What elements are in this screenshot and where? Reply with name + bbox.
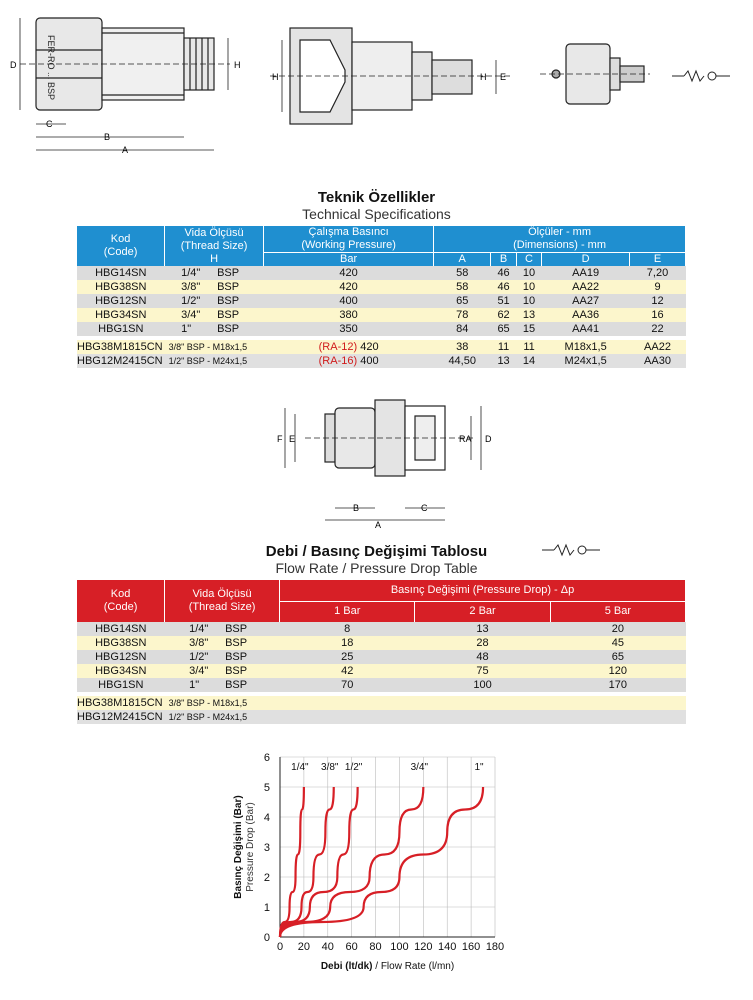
tech-cell-pressure: 400 bbox=[264, 294, 434, 308]
flow-cell-1bar: 42 bbox=[280, 664, 415, 678]
flow-row bbox=[77, 678, 686, 692]
tech-cell-c: 15 bbox=[516, 322, 541, 336]
flow-col-thread: Vida Ölçüsü (Thread Size) bbox=[165, 580, 280, 622]
flow-cell-2bar: 48 bbox=[415, 650, 550, 664]
tech-col-e: E bbox=[630, 253, 686, 267]
dim-c-label: C bbox=[46, 119, 53, 129]
flow-cell-2bar: 75 bbox=[415, 664, 550, 678]
tech-cell-code: HBG38M1815CN bbox=[77, 340, 163, 353]
tech-row bbox=[77, 280, 686, 294]
tech-col-pressure: Çalışma Basıncı (Working Pressure) bbox=[264, 226, 434, 253]
mid-b-label: B bbox=[353, 503, 360, 513]
tech-cell-code: HBG38SN bbox=[77, 280, 165, 294]
flow-cell-1bar: 25 bbox=[280, 650, 415, 664]
dim-h-label: H bbox=[234, 60, 241, 70]
chart-series-label: 1/2" bbox=[344, 762, 363, 773]
tech-cell-a: 78 bbox=[434, 308, 491, 322]
tech-cell-a: 65 bbox=[434, 294, 491, 308]
flow-cell-code: HBG34SN bbox=[77, 664, 165, 678]
flow-cell-thread: 3/4" BSP bbox=[165, 664, 280, 678]
chart-x-tick: 0 bbox=[276, 941, 284, 953]
mid-f-label: F bbox=[277, 434, 283, 444]
tech-cell-c: 14 bbox=[516, 354, 541, 368]
chart-x-tick: 20 bbox=[297, 941, 311, 953]
tech-cell-code: HBG12M2415CN bbox=[77, 354, 163, 367]
tech-cell-thread: 1" BSP bbox=[165, 322, 264, 336]
flow-title-en: Flow Rate / Pressure Drop Table bbox=[275, 560, 478, 576]
flow-col-code: Kod (Code) bbox=[77, 580, 165, 622]
flow-row bbox=[77, 650, 686, 664]
tech-cell-thread: 3/4" BSP bbox=[165, 308, 264, 322]
tech-cell-e: AA22 bbox=[630, 340, 686, 354]
chart-y-tick: 6 bbox=[263, 752, 270, 764]
chart-x-tick: 120 bbox=[414, 941, 433, 953]
tech-cell-code: HBG14SN bbox=[77, 266, 165, 280]
tech-row bbox=[77, 294, 686, 308]
tech-row bbox=[77, 308, 686, 322]
tech-cell-b: 11 bbox=[491, 340, 516, 354]
tech-row bbox=[77, 322, 686, 336]
tech-col-thread: Vida Ölçüsü (Thread Size) H bbox=[165, 226, 264, 266]
flow-cell-code: HBG12M2415CN bbox=[77, 710, 163, 723]
tech-cell-d: M24x1,5 bbox=[542, 354, 630, 368]
tech-cell-d: M18x1,5 bbox=[542, 340, 630, 354]
flow-check-valve-symbol bbox=[540, 542, 610, 558]
chart-y-tick: 1 bbox=[263, 902, 270, 914]
mid-e-label: E bbox=[289, 434, 296, 444]
pressure-drop-chart bbox=[225, 745, 525, 980]
tech-cell-thread: 1/4" BSP bbox=[165, 266, 264, 280]
tech-col-d: D bbox=[542, 253, 630, 267]
tech-cell-d: AA19 bbox=[542, 266, 630, 280]
tech-cell-pressure: (RA-16) 400 bbox=[264, 354, 434, 368]
tech-spec-table bbox=[77, 226, 686, 368]
chart-y-label-tr: Basınç Değişimi (Bar) bbox=[233, 795, 244, 899]
tech-title-tr: Teknik Özellikler bbox=[317, 189, 436, 206]
chart-x-tick: 40 bbox=[321, 941, 334, 953]
flow-cell-thread: 1" BSP bbox=[165, 678, 280, 692]
mid-d-label: D bbox=[485, 434, 492, 444]
tech-cell-a: 38 bbox=[434, 340, 491, 354]
chart-x-tick: 80 bbox=[369, 941, 382, 953]
tech-cell-d: AA36 bbox=[542, 308, 630, 322]
mid-c-label: C bbox=[421, 503, 428, 513]
tech-col-b: B bbox=[491, 253, 516, 267]
tech-col-bar: Bar bbox=[264, 253, 434, 267]
mid-ra-label: RA bbox=[459, 434, 472, 444]
tech-cell-b: 51 bbox=[491, 294, 516, 308]
flow-cell-code: HBG38M1815CN bbox=[77, 696, 163, 709]
tech-cell-pressure: 420 bbox=[264, 266, 434, 280]
flow-row bbox=[77, 664, 686, 678]
tech-cell-e: 7,20 bbox=[630, 266, 686, 280]
flow-cell-2bar: 28 bbox=[415, 636, 550, 650]
flow-table bbox=[77, 580, 686, 724]
flow-cell-code: HBG1SN bbox=[77, 678, 165, 692]
flow-col-2bar: 2 Bar bbox=[415, 601, 550, 622]
flow-col-1bar: 1 Bar bbox=[280, 601, 415, 622]
tech-cell-d: AA41 bbox=[542, 322, 630, 336]
flow-cell-5bar: 20 bbox=[550, 622, 685, 636]
tech-cell-b: 46 bbox=[491, 266, 516, 280]
chart-x-tick: 140 bbox=[438, 941, 457, 953]
flow-cell-2bar: 13 bbox=[415, 622, 550, 636]
section-h-label: H bbox=[272, 72, 279, 82]
tech-title-en: Technical Specifications bbox=[302, 206, 451, 222]
flow-cell-code: HBG14SN bbox=[77, 622, 165, 636]
tech-cell-d: AA22 bbox=[542, 280, 630, 294]
tech-cell-pressure: 420 bbox=[264, 280, 434, 294]
flow-extra-row bbox=[77, 710, 686, 724]
chart-x-tick: 180 bbox=[485, 941, 505, 953]
tech-cell-code: HBG12SN bbox=[77, 294, 165, 308]
flow-row bbox=[77, 636, 686, 650]
flow-cell-1bar: 8 bbox=[280, 622, 415, 636]
chart-y-tick: 2 bbox=[263, 872, 270, 884]
tech-cell-pressure: 380 bbox=[264, 308, 434, 322]
tech-cell-pressure: 350 bbox=[264, 322, 434, 336]
chart-y-label-en: Pressure Drop (Bar) bbox=[245, 802, 256, 892]
tech-cell-code: HBG1SN bbox=[77, 322, 165, 336]
tech-cell-a: 44,50 bbox=[434, 354, 491, 368]
tech-cell-b: 65 bbox=[491, 322, 516, 336]
dim-b-label: B bbox=[104, 132, 111, 142]
tech-cell-a: 58 bbox=[434, 280, 491, 294]
middle-drawing bbox=[275, 392, 505, 532]
tech-cell-c: 11 bbox=[516, 340, 541, 354]
tech-cell-thread: 3/8" BSP - M18x1,5 bbox=[165, 340, 264, 354]
flow-cell-code: HBG38SN bbox=[77, 636, 165, 650]
tech-cell-e: 12 bbox=[630, 294, 686, 308]
chart-y-tick: 3 bbox=[263, 842, 270, 854]
flow-cell-1bar: 18 bbox=[280, 636, 415, 650]
tech-cell-a: 84 bbox=[434, 322, 491, 336]
tech-cell-e: 9 bbox=[630, 280, 686, 294]
tech-col-c: C bbox=[516, 253, 541, 267]
tech-cell-pressure: (RA-12) 420 bbox=[264, 340, 434, 354]
chart-series-line bbox=[280, 787, 334, 937]
tech-cell-e: 22 bbox=[630, 322, 686, 336]
dim-a-label: A bbox=[122, 145, 129, 155]
tech-cell-e: 16 bbox=[630, 308, 686, 322]
tech-cell-b: 62 bbox=[491, 308, 516, 322]
flow-cell-thread: 3/8" BSP - M18x1,5 bbox=[165, 696, 280, 710]
top-drawings bbox=[0, 0, 753, 175]
chart-y-tick: 4 bbox=[263, 812, 270, 824]
flow-cell-thread: 3/8" BSP bbox=[165, 636, 280, 650]
flow-cell-thread: 1/2" BSP bbox=[165, 650, 280, 664]
tech-extra-row bbox=[77, 340, 686, 354]
flow-col-pdrop: Basınç Değişimi (Pressure Drop) - Δp bbox=[280, 580, 686, 601]
flow-extra-row bbox=[77, 696, 686, 710]
flow-cell-thread: 1/2" BSP - M24x1,5 bbox=[165, 710, 280, 724]
tech-col-code: Kod (Code) bbox=[77, 226, 165, 266]
check-valve-symbol bbox=[672, 71, 730, 81]
chart-series-label: 1/4" bbox=[291, 762, 309, 773]
chart-x-tick: 160 bbox=[461, 941, 481, 953]
flow-row bbox=[77, 622, 686, 636]
flow-cell-5bar: 65 bbox=[550, 650, 685, 664]
tech-extra-row bbox=[77, 354, 686, 368]
flow-title-tr: Debi / Basınç Değişimi Tablosu bbox=[265, 543, 488, 560]
tech-cell-b: 46 bbox=[491, 280, 516, 294]
chart-series-label: 3/8" bbox=[321, 762, 339, 773]
chart-series-label: 1" bbox=[474, 762, 484, 773]
tech-cell-thread: 1/2" BSP bbox=[165, 294, 264, 308]
tech-row bbox=[77, 266, 686, 280]
flow-cell-5bar: 120 bbox=[550, 664, 685, 678]
section-view-drawing bbox=[270, 28, 510, 124]
plug-view-drawing bbox=[540, 44, 650, 104]
tech-cell-a: 58 bbox=[434, 266, 491, 280]
tech-cell-code: HBG34SN bbox=[77, 308, 165, 322]
dim-d-label: D bbox=[10, 60, 17, 70]
chart-y-tick: 5 bbox=[263, 782, 270, 794]
tech-cell-c: 13 bbox=[516, 308, 541, 322]
chart-series-line bbox=[280, 787, 358, 937]
flow-col-5bar: 5 Bar bbox=[550, 601, 685, 622]
chart-y-tick: 0 bbox=[263, 932, 270, 944]
section-e-label: E bbox=[500, 72, 507, 82]
mid-a-label: A bbox=[375, 520, 382, 530]
tech-cell-d: AA27 bbox=[542, 294, 630, 308]
tech-cell-b: 13 bbox=[491, 354, 516, 368]
tech-col-a: A bbox=[434, 253, 491, 267]
chart-x-tick: 60 bbox=[345, 941, 358, 953]
chart-x-label: Debi (lt/dk) / Flow Rate (l/mn) bbox=[320, 961, 455, 972]
tech-cell-e: AA30 bbox=[630, 354, 686, 368]
flow-title bbox=[0, 543, 753, 576]
tech-cell-thread: 3/8" BSP bbox=[165, 280, 264, 294]
flow-cell-5bar: 170 bbox=[550, 678, 685, 692]
flow-cell-code: HBG12SN bbox=[77, 650, 165, 664]
flow-cell-thread: 1/4" BSP bbox=[165, 622, 280, 636]
tech-cell-thread: 1/2" BSP - M24x1,5 bbox=[165, 354, 264, 368]
chart-series-label: 3/4" bbox=[410, 762, 429, 773]
tech-cell-c: 10 bbox=[516, 266, 541, 280]
chart-series-line bbox=[280, 787, 483, 937]
tech-col-dims: Ölçüler - mm (Dimensions) - mm bbox=[434, 226, 686, 253]
tech-cell-c: 10 bbox=[516, 280, 541, 294]
side-view-body-text: FER-RO ... BSP bbox=[46, 35, 56, 101]
tech-cell-c: 10 bbox=[516, 294, 541, 308]
flow-cell-1bar: 70 bbox=[280, 678, 415, 692]
flow-cell-5bar: 45 bbox=[550, 636, 685, 650]
chart-x-tick: 100 bbox=[390, 941, 409, 953]
section-h2-label: H bbox=[480, 72, 487, 82]
flow-cell-2bar: 100 bbox=[415, 678, 550, 692]
tech-spec-title bbox=[0, 189, 753, 222]
